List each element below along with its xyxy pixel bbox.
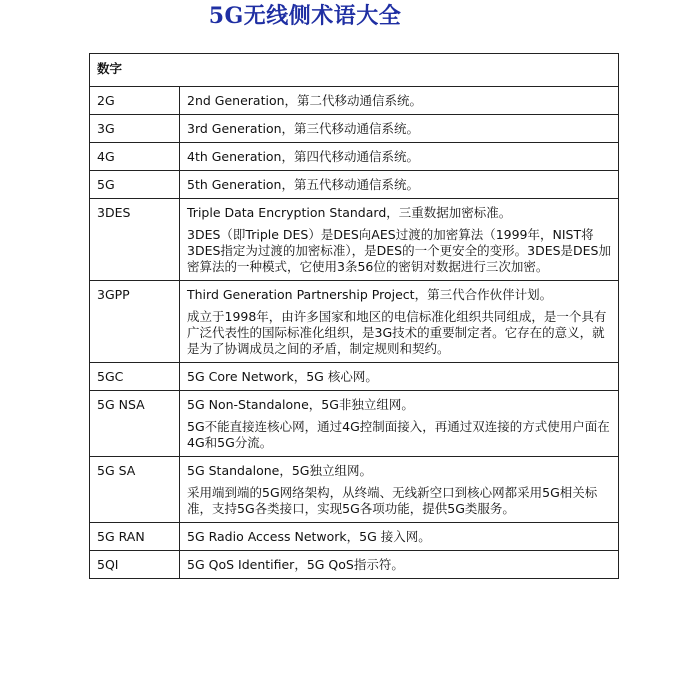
section-heading: 数字 — [90, 54, 619, 87]
definition-text: 5th Generation，第五代移动通信系统。 — [187, 177, 419, 192]
definition-cell — [180, 199, 619, 281]
definition-text: 5G Core Network，5G 核心网。 — [187, 369, 378, 384]
definition-text: 3rd Generation，第三代移动通信系统。 — [187, 121, 420, 136]
table-row — [90, 115, 619, 143]
definition-text: 5G Non-Standalone，5G非独立组网。 — [187, 397, 414, 412]
definition-detail: 成立于1998年，由许多国家和地区的电信标准化组织共同组成，是一个具有广泛代表性的国际标准化组织，是3G技术的重要制定者。它存在的意义，就是为了协调成员之间的矛盾，制定规则和契约。 — [187, 309, 607, 356]
definition-cell — [180, 551, 619, 579]
definition-text: 5G Standalone，5G独立组网。 — [187, 463, 372, 478]
page-title: 5G无线侧术语大全 — [208, 3, 402, 29]
table-row — [90, 457, 619, 523]
table-row — [90, 143, 619, 171]
table-row — [90, 87, 619, 115]
definition-cell — [180, 391, 619, 457]
definition-text: 5G Radio Access Network，5G 接入网。 — [187, 529, 431, 544]
definition-cell — [180, 457, 619, 523]
definition-cell — [180, 281, 619, 363]
term-cell: 5G SA — [90, 457, 180, 523]
term-cell: 3G — [90, 115, 180, 143]
term-cell: 5G RAN — [90, 523, 180, 551]
term-cell: 5G NSA — [90, 391, 180, 457]
term-cell: 5G — [90, 171, 180, 199]
definition-detail: 3DES（即Triple DES）是DES向AES过渡的加密算法（1999年，NIST将3DES指定为过渡的加密标准），是DES的一个更安全的变形。3DES是DES加密算法的一种模式，它使用3条56位的密钥对数据进行三次加密。 — [187, 227, 611, 274]
definition-detail: 采用端到端的5G网络架构，从终端、无线新空口到核心网都采用5G相关标准，支持5G各类接口，实现5G各项功能，提供5G类服务。 — [187, 485, 598, 516]
definition-cell — [180, 143, 619, 171]
glossary-table — [89, 53, 619, 579]
term-cell: 2G — [90, 87, 180, 115]
definition-text: 5G QoS Identifier，5G QoS指示符。 — [187, 557, 404, 572]
definition-text: Third Generation Partnership Project，第三代合作伙伴计划。 — [187, 287, 553, 302]
table-row — [90, 391, 619, 457]
section-header-row — [90, 54, 619, 87]
term-cell: 3GPP — [90, 281, 180, 363]
term-cell: 5GC — [90, 363, 180, 391]
definition-text: 4th Generation，第四代移动通信系统。 — [187, 149, 419, 164]
term-cell: 3DES — [90, 199, 180, 281]
term-cell: 5QI — [90, 551, 180, 579]
table-row — [90, 363, 619, 391]
table-row — [90, 199, 619, 281]
term-cell: 4G — [90, 143, 180, 171]
table-row — [90, 523, 619, 551]
definition-cell — [180, 523, 619, 551]
definition-cell — [180, 115, 619, 143]
definition-cell — [180, 171, 619, 199]
table-row — [90, 551, 619, 579]
table-row — [90, 171, 619, 199]
definition-detail: 5G不能直接连核心网，通过4G控制面接入，再通过双连接的方式使用户面在4G和5G分流。 — [187, 419, 610, 450]
table-row — [90, 281, 619, 363]
definition-text: Triple Data Encryption Standard，三重数据加密标准。 — [187, 205, 512, 220]
definition-text: 2nd Generation，第二代移动通信系统。 — [187, 93, 423, 108]
definition-cell — [180, 363, 619, 391]
definition-cell — [180, 87, 619, 115]
